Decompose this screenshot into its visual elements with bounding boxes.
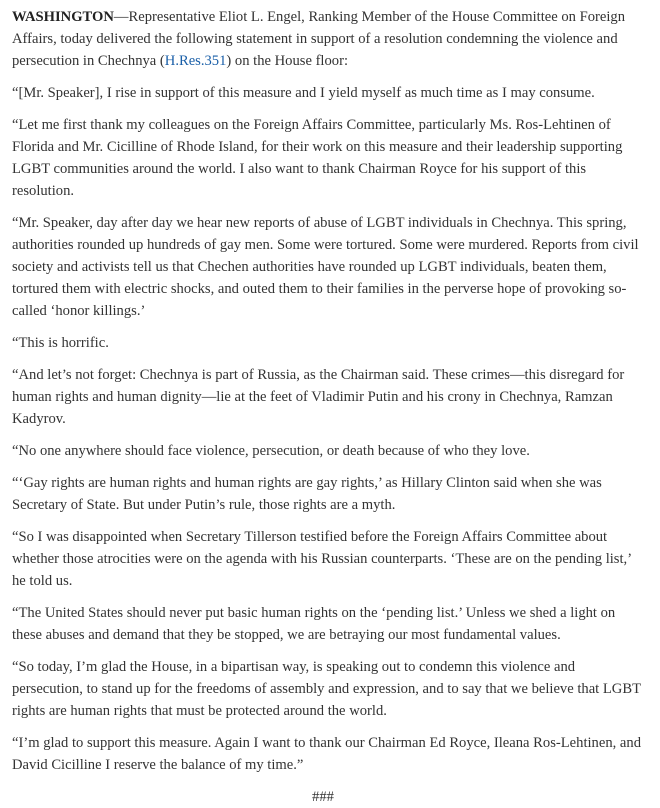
end-mark: ### bbox=[312, 789, 334, 805]
statement-paragraph-10: “So today, I’m glad the House, in a bipartisan way, is speaking out to condemn this violence and persecution, to stand up for the freedoms of assembly and expression, and to say that we believe that LGBT rights are human rights that must be protected around the world. bbox=[12, 659, 641, 719]
intro-paragraph bbox=[12, 6, 646, 72]
statement-paragraph-1: “[Mr. Speaker], I rise in support of this measure and I yield myself as much time as I may consume. bbox=[12, 85, 595, 101]
statement-paragraph-3: “Mr. Speaker, day after day we hear new reports of abuse of LGBT individuals in Chechnya. This spring, authorities rounded up hundreds of gay men. Some were tortured. Some were murdered. Reports from civil society and activists tell us that Chechen authorities have rounded up LGBT individuals, beaten them, tortured them with electric shocks, and outed them to their families in the perverse hope of provoking so-called ‘honor killings.’ bbox=[12, 215, 639, 319]
statement-paragraph-6: “No one anywhere should face violence, persecution, or death because of who they love. bbox=[12, 443, 530, 459]
statement-paragraph-11: “I’m glad to support this measure. Again I want to thank our Chairman Ed Royce, Ileana Ros-Lehtinen, and David Cicilline I reserve the balance of my time.” bbox=[12, 735, 641, 773]
bill-link-hres351[interactable]: H.Res.351 bbox=[164, 53, 227, 69]
statement-paragraph-8: “So I was disappointed when Secretary Tillerson testified before the Foreign Affairs Committee about whether those atrocities were on the agenda with his Russian counterparts. ‘These are on the pending list,’ he told us. bbox=[12, 529, 631, 589]
statement-paragraph-9: “The United States should never put basic human rights on the ‘pending list.’ Unless we shed a light on these abuses and demand that they be stopped, we are betraying our most fundamental values. bbox=[12, 605, 616, 643]
statement-paragraph-4: “This is horrific. bbox=[12, 335, 109, 351]
statement-paragraph-7: “‘Gay rights are human rights and human rights are gay rights,’ as Hillary Clinton said when she was Secretary of State. But under Putin’s rule, those rights are a myth. bbox=[12, 475, 602, 513]
statement-paragraph-2: “Let me first thank my colleagues on the Foreign Affairs Committee, particularly Ms. Ros-Lehtinen of Florida and Mr. Cicilline of Rhode Island, for their work on this measure and their leadership supporting LGBT communities around the world. I also want to thank Chairman Royce for his support of this resolution. bbox=[12, 117, 623, 199]
dateline: WASHINGTON bbox=[12, 9, 114, 25]
statement-paragraph-5: “And let’s not forget: Chechnya is part of Russia, as the Chairman said. These crimes—this disregard for human rights and human dignity—lie at the feet of Vladimir Putin and his crony in Chechnya, Ramzan Kadyrov. bbox=[12, 367, 625, 427]
intro-text: —Representative Eliot L. Engel, Ranking Member of the House Committee on Foreign Affairs, today delivered the following statement in support of a resolution condemning the violence and persecution in Chechnya ( bbox=[12, 9, 626, 69]
intro-text-end: ) on the House floor: bbox=[226, 53, 348, 69]
